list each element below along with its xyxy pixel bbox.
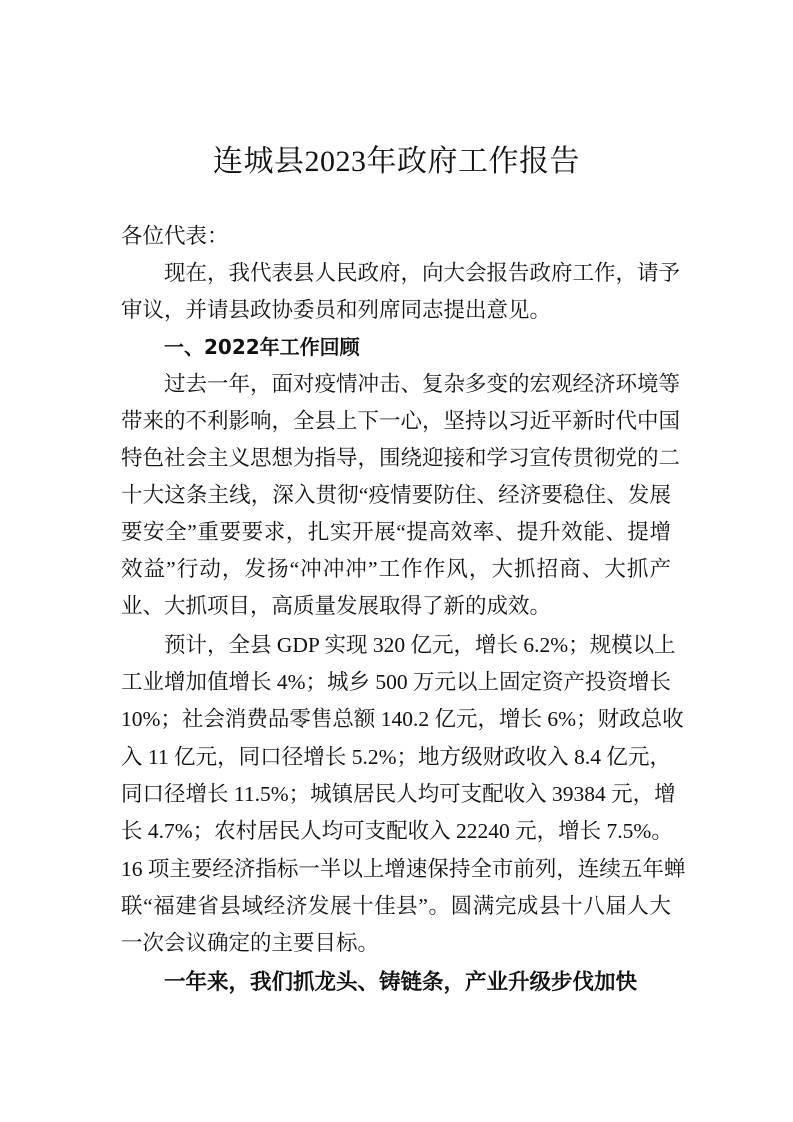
paragraph-line: 十大这条主线，深入贯彻“疫情要防住、经济要稳住、发展 — [121, 483, 671, 507]
salutation: 各位代表： — [121, 224, 229, 248]
subheading: 一年来，我们抓龙头、铸链条，产业升级步伐加快 — [164, 970, 638, 994]
paragraph-line: 一次会议确定的主要目标。 — [121, 931, 380, 955]
paragraph-line: 联“福建省县域经济发展十佳县”。圆满完成县十八届人大 — [121, 894, 671, 918]
section-heading: 一、2022年工作回顾 — [164, 335, 360, 359]
paragraph-line: 16 项主要经济指标一半以上增速保持全市前列，连续五年蝉 — [121, 857, 686, 881]
paragraph-line: 效益”行动，发扬“冲冲冲”工作作风，大抓招商、大抓产 — [121, 557, 671, 581]
paragraph-line: 同口径增长 11.5%；城镇居民人均可支配收入 39384 元，增 — [121, 782, 676, 806]
paragraph-line: 长 4.7%；农村居民人均可支配收入 22240 元，增长 7.5%。 — [121, 819, 673, 843]
paragraph-line: 10%；社会消费品零售总额 140.2 亿元，增长 6%；财政总收 — [121, 707, 684, 731]
paragraph-line: 过去一年，面对疫情冲击、复杂多变的宏观经济环境等 — [164, 372, 681, 396]
paragraph-line: 业、大抓项目，高质量发展取得了新的成效。 — [121, 594, 552, 618]
paragraph-line: 入 11 亿元，同口径增长 5.2%；地方级财政收入 8.4 亿元， — [121, 745, 671, 769]
intro-line: 现在，我代表县人民政府，向大会报告政府工作，请予 — [164, 261, 681, 285]
paragraph-line: 预计，全县 GDP 实现 320 亿元，增长 6.2%；规模以上 — [164, 633, 676, 657]
intro-line: 审议，并请县政协委员和列席同志提出意见。 — [121, 298, 552, 322]
paragraph-line: 特色社会主义思想为指导，围绕迎接和学习宣传贯彻党的二 — [121, 446, 681, 470]
paragraph-line: 要安全”重要要求，扎实开展“提高效率、提升效能、提增 — [121, 520, 671, 544]
paragraph-line: 工业增加值增长 4%；城乡 500 万元以上固定资产投资增长 — [121, 670, 672, 694]
paragraph-line: 带来的不利影响，全县上下一心，坚持以习近平新时代中国 — [121, 409, 681, 433]
document-title: 连城县2023年政府工作报告 — [213, 145, 580, 178]
